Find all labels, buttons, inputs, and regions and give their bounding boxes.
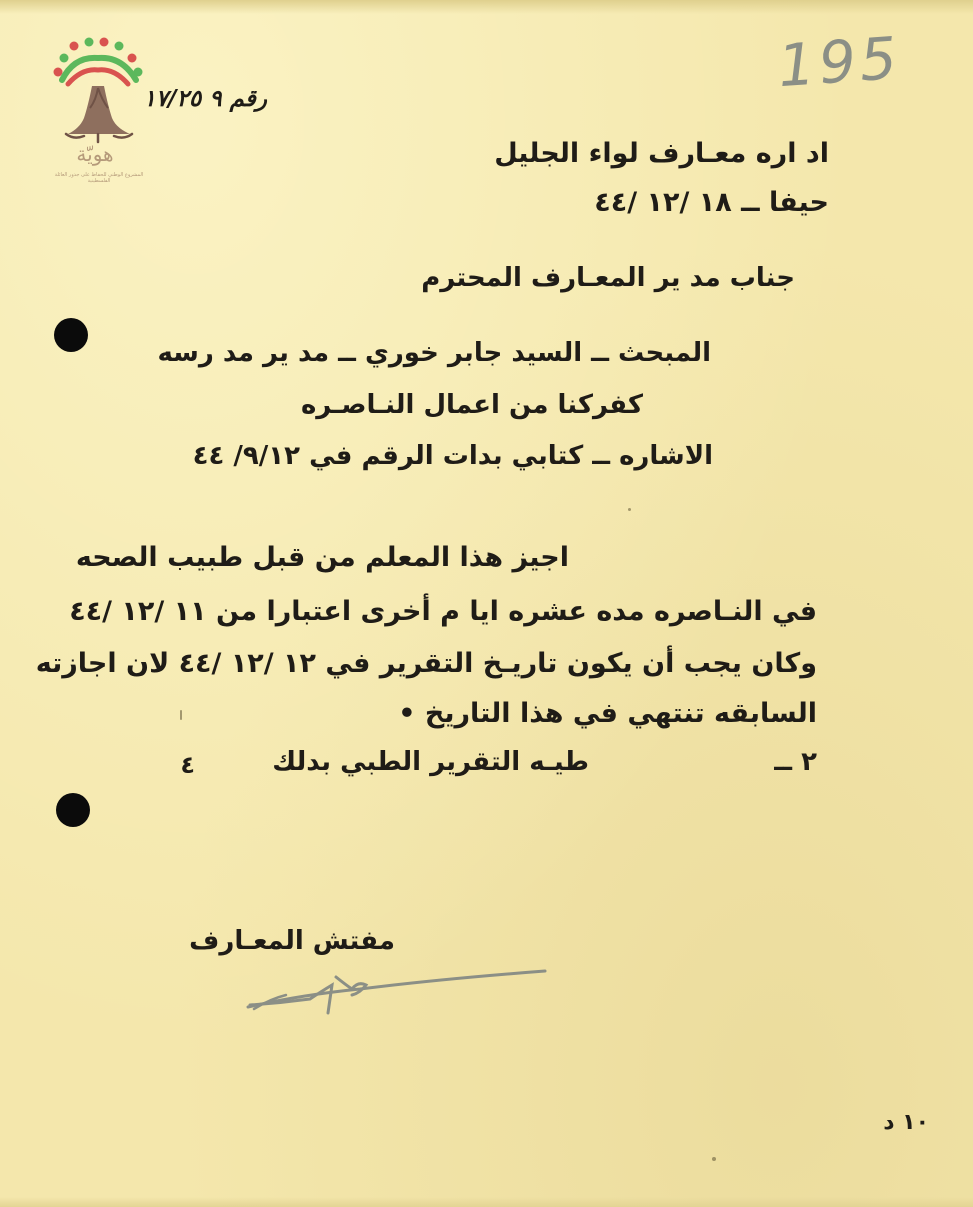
sender-office: اد اره معـارف لواء الجليل [494,138,829,169]
punch-hole-bottom [56,793,90,827]
body-line-3: وكان يجب أن يكون تاريـخ التقرير في ١٢ /١٢ /٤٤ لان اجازته [35,648,817,679]
body-line-4: السابقه تنتهي في هذا التاريخ • [398,698,817,729]
footer-code: ١٠ د [883,1110,929,1135]
logo-caption: المشروع الوطني للحفاظ على جذور العائلة الفلسطينية [54,172,144,184]
reference-line: الاشاره ــ كتابي بدات الرقم في ٩/١٢/ ٤٤ [192,441,713,471]
enclosure-number: ٢ ــ [774,747,817,777]
paper-speck [628,508,631,511]
paper-speck [712,1157,716,1161]
punch-hole-top [54,318,88,352]
subject-line-2: كفركنا من اعمال النـاصـره [300,390,643,420]
handwritten-signature [240,955,560,1025]
enclosure-mark: ٤ [180,751,195,779]
subject-line-1: المبحث ــ السيد جابر خوري ــ مد ير مد رسه [157,338,711,368]
salutation: جناب مد ير المعـارف المحترم [421,263,795,293]
logo-name: هويّة [76,142,114,166]
paper-bottom-edge [0,1197,973,1207]
body-line-2: في النـاصره مده عشره ايا م أخرى اعتبارا من ١١ /١٢ /٤٤ [69,596,817,627]
place-date: حيفا ــ ١٨ /١٢ /٤٤ [594,187,829,218]
reference-number: رقم ٩ ١٧/٢٥ [143,86,267,112]
body-line-1: اجيز هذا المعلم من قبل طبيب الصحه [75,542,569,573]
paper-speck [180,710,182,720]
paper-top-edge [0,0,973,14]
folio-number: 195 [775,23,903,101]
signatory-title: مفتش المعـارف [189,926,395,956]
enclosure-text: طيـه التقرير الطبي بدلك [272,747,589,777]
